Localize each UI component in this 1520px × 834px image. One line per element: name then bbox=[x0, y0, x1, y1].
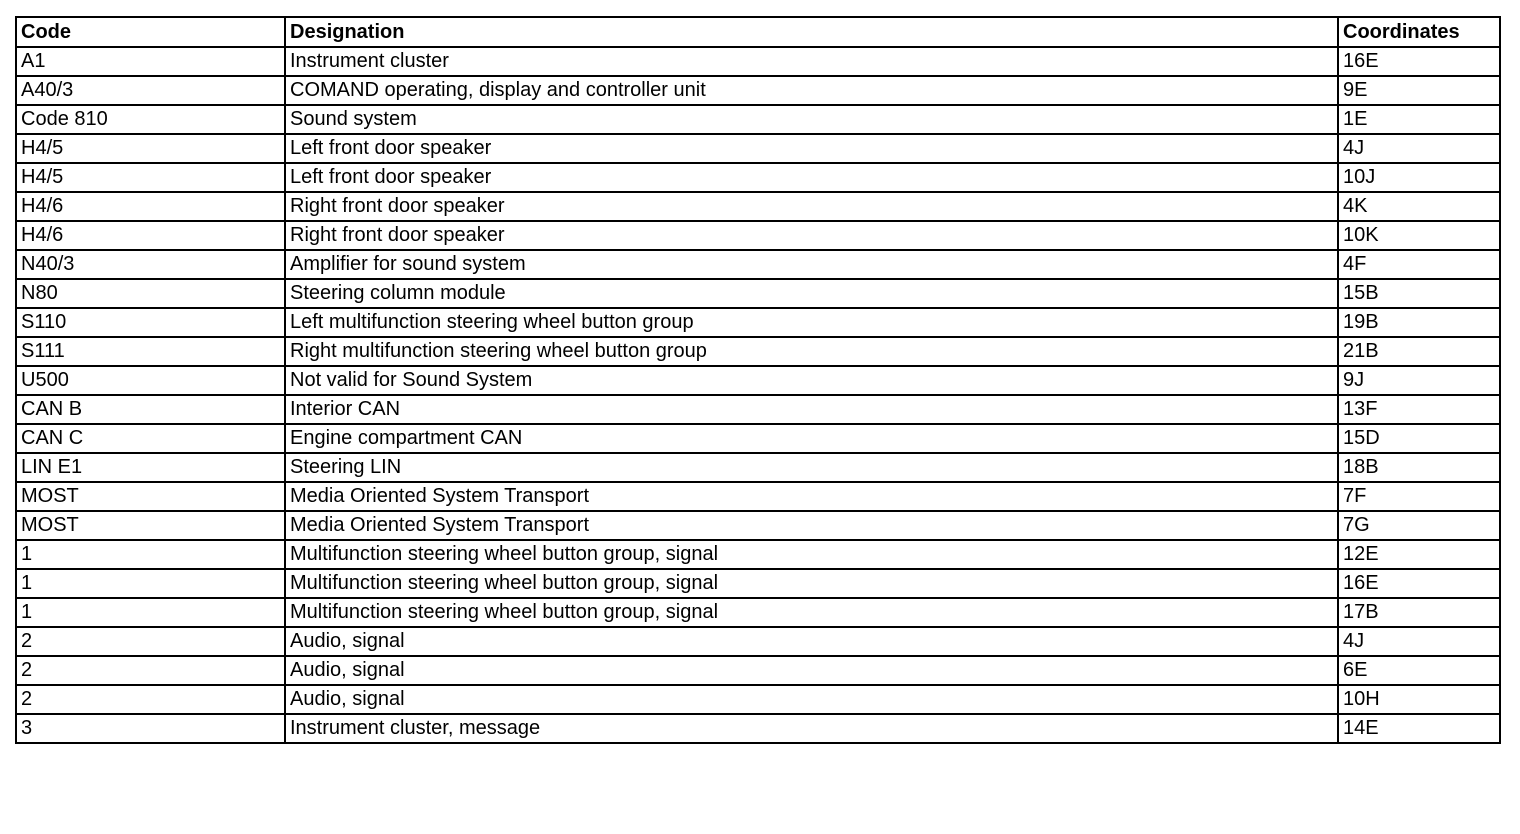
coordinates-column-header: Coordinates bbox=[1338, 17, 1500, 47]
table-row bbox=[16, 482, 1500, 511]
coordinates-cell: 10H bbox=[1338, 685, 1500, 714]
code-cell: A1 bbox=[16, 47, 285, 76]
coordinates-cell: 7G bbox=[1338, 511, 1500, 540]
table-row bbox=[16, 424, 1500, 453]
coordinates-cell: 6E bbox=[1338, 656, 1500, 685]
designation-cell: Multifunction steering wheel button group, signal bbox=[285, 598, 1338, 627]
designation-cell: Left front door speaker bbox=[285, 134, 1338, 163]
table-row bbox=[16, 569, 1500, 598]
coordinates-cell: 16E bbox=[1338, 569, 1500, 598]
coordinates-cell: 9J bbox=[1338, 366, 1500, 395]
coordinates-cell: 15D bbox=[1338, 424, 1500, 453]
code-cell: S110 bbox=[16, 308, 285, 337]
coordinates-cell: 18B bbox=[1338, 453, 1500, 482]
code-cell: H4/5 bbox=[16, 163, 285, 192]
code-cell: 2 bbox=[16, 685, 285, 714]
code-cell: 1 bbox=[16, 540, 285, 569]
code-cell: H4/6 bbox=[16, 221, 285, 250]
code-cell: 1 bbox=[16, 598, 285, 627]
table-row bbox=[16, 221, 1500, 250]
designation-cell: Right multifunction steering wheel button group bbox=[285, 337, 1338, 366]
table-row bbox=[16, 105, 1500, 134]
coordinates-cell: 17B bbox=[1338, 598, 1500, 627]
code-cell: U500 bbox=[16, 366, 285, 395]
table-row bbox=[16, 598, 1500, 627]
coordinates-cell: 16E bbox=[1338, 47, 1500, 76]
coordinates-cell: 12E bbox=[1338, 540, 1500, 569]
legend-body bbox=[16, 47, 1500, 743]
designation-cell: Audio, signal bbox=[285, 627, 1338, 656]
code-cell: LIN E1 bbox=[16, 453, 285, 482]
designation-column-header: Designation bbox=[285, 17, 1338, 47]
coordinates-cell: 15B bbox=[1338, 279, 1500, 308]
designation-cell: Left multifunction steering wheel button group bbox=[285, 308, 1338, 337]
code-cell: MOST bbox=[16, 511, 285, 540]
table-row bbox=[16, 47, 1500, 76]
coordinates-cell: 4K bbox=[1338, 192, 1500, 221]
designation-cell: Right front door speaker bbox=[285, 221, 1338, 250]
coordinates-cell: 10J bbox=[1338, 163, 1500, 192]
code-cell: 3 bbox=[16, 714, 285, 743]
designation-cell: Right front door speaker bbox=[285, 192, 1338, 221]
code-cell: A40/3 bbox=[16, 76, 285, 105]
table-row bbox=[16, 76, 1500, 105]
table-row bbox=[16, 192, 1500, 221]
coordinates-cell: 4J bbox=[1338, 134, 1500, 163]
code-column-header: Code bbox=[16, 17, 285, 47]
coordinates-cell: 10K bbox=[1338, 221, 1500, 250]
header-row bbox=[16, 17, 1500, 47]
table-row bbox=[16, 395, 1500, 424]
designation-cell: Media Oriented System Transport bbox=[285, 511, 1338, 540]
code-cell: 2 bbox=[16, 656, 285, 685]
table-row bbox=[16, 453, 1500, 482]
code-cell: CAN B bbox=[16, 395, 285, 424]
coordinates-cell: 9E bbox=[1338, 76, 1500, 105]
table-row bbox=[16, 685, 1500, 714]
designation-cell: Sound system bbox=[285, 105, 1338, 134]
table-row bbox=[16, 540, 1500, 569]
code-cell: MOST bbox=[16, 482, 285, 511]
code-cell: N40/3 bbox=[16, 250, 285, 279]
designation-cell: Multifunction steering wheel button group, signal bbox=[285, 569, 1338, 598]
table-row bbox=[16, 163, 1500, 192]
table-row bbox=[16, 134, 1500, 163]
table-row bbox=[16, 627, 1500, 656]
designation-cell: Audio, signal bbox=[285, 685, 1338, 714]
coordinates-cell: 14E bbox=[1338, 714, 1500, 743]
designation-cell: Instrument cluster, message bbox=[285, 714, 1338, 743]
table-row bbox=[16, 656, 1500, 685]
coordinates-cell: 1E bbox=[1338, 105, 1500, 134]
designation-cell: Interior CAN bbox=[285, 395, 1338, 424]
table-row bbox=[16, 337, 1500, 366]
table-row bbox=[16, 250, 1500, 279]
code-cell: H4/5 bbox=[16, 134, 285, 163]
table-row bbox=[16, 714, 1500, 743]
designation-cell: Steering LIN bbox=[285, 453, 1338, 482]
coordinates-cell: 4F bbox=[1338, 250, 1500, 279]
coordinates-cell: 13F bbox=[1338, 395, 1500, 424]
coordinates-cell: 4J bbox=[1338, 627, 1500, 656]
table-row bbox=[16, 279, 1500, 308]
code-cell: 1 bbox=[16, 569, 285, 598]
coordinates-cell: 7F bbox=[1338, 482, 1500, 511]
code-cell: 2 bbox=[16, 627, 285, 656]
legend-table bbox=[15, 16, 1501, 744]
designation-cell: Audio, signal bbox=[285, 656, 1338, 685]
designation-cell: Engine compartment CAN bbox=[285, 424, 1338, 453]
code-cell: H4/6 bbox=[16, 192, 285, 221]
table-row bbox=[16, 366, 1500, 395]
table-row bbox=[16, 511, 1500, 540]
code-cell: CAN C bbox=[16, 424, 285, 453]
designation-cell: COMAND operating, display and controller unit bbox=[285, 76, 1338, 105]
table-row bbox=[16, 308, 1500, 337]
designation-cell: Multifunction steering wheel button group, signal bbox=[285, 540, 1338, 569]
designation-cell: Instrument cluster bbox=[285, 47, 1338, 76]
designation-cell: Left front door speaker bbox=[285, 163, 1338, 192]
code-cell: S111 bbox=[16, 337, 285, 366]
coordinates-cell: 21B bbox=[1338, 337, 1500, 366]
designation-cell: Steering column module bbox=[285, 279, 1338, 308]
coordinates-cell: 19B bbox=[1338, 308, 1500, 337]
code-cell: Code 810 bbox=[16, 105, 285, 134]
designation-cell: Media Oriented System Transport bbox=[285, 482, 1338, 511]
designation-cell: Not valid for Sound System bbox=[285, 366, 1338, 395]
designation-cell: Amplifier for sound system bbox=[285, 250, 1338, 279]
code-cell: N80 bbox=[16, 279, 285, 308]
